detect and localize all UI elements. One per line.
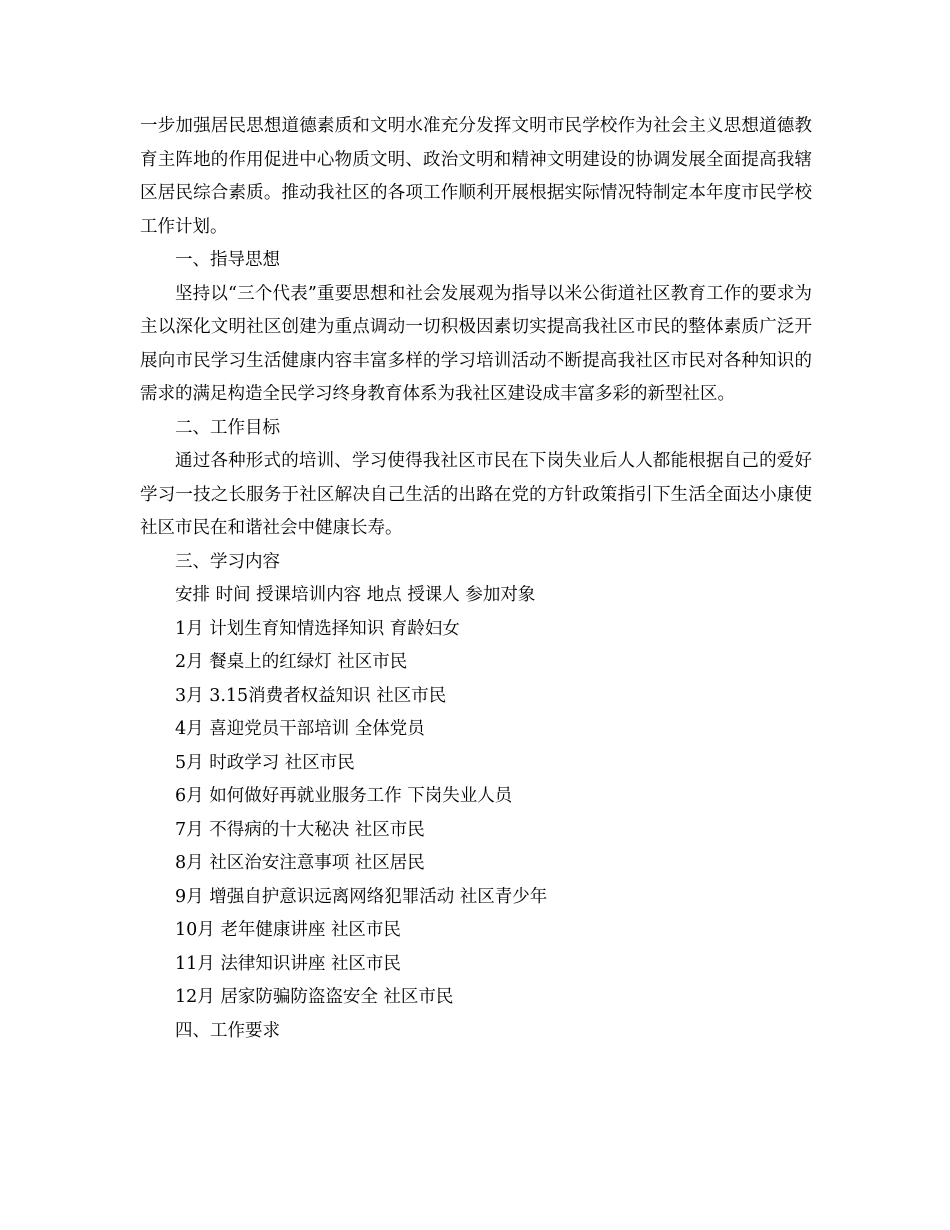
schedule-month: 9月 — [175, 886, 204, 907]
schedule-header-audience: 参加对象 — [465, 585, 536, 605]
schedule-header-instructor: 授课人 — [407, 585, 460, 605]
schedule-month: 2月 — [175, 652, 204, 672]
schedule-row — [140, 713, 812, 747]
schedule-content: 时政学习 — [209, 752, 280, 773]
document-page — [140, 110, 812, 1048]
schedule-row — [140, 780, 812, 814]
schedule-content: 如何做好再就业服务工作 — [209, 786, 402, 806]
schedule-header-location: 地点 — [366, 585, 402, 605]
schedule-audience: 社区市民 — [383, 987, 454, 1007]
schedule-row — [140, 646, 812, 680]
schedule-content: 不得病的十大秘决 — [209, 819, 350, 840]
schedule-header-row — [140, 579, 812, 613]
schedule-month: 7月 — [175, 819, 204, 840]
schedule-month: 5月 — [175, 752, 204, 773]
schedule-audience: 下岗失业人员 — [407, 786, 513, 806]
schedule-audience: 社区市民 — [354, 819, 425, 840]
schedule-row — [140, 613, 812, 647]
schedule-month: 1月 — [175, 618, 204, 639]
schedule-audience: 社区青少年 — [459, 886, 548, 907]
section-heading-work-requirements: 四、工作要求 — [175, 1020, 280, 1041]
schedule-audience: 社区市民 — [376, 685, 447, 706]
schedule-row — [140, 881, 812, 915]
schedule-row — [140, 914, 812, 948]
schedule-content: 喜迎党员干部培训 — [209, 719, 350, 739]
schedule-audience: 社区市民 — [330, 953, 401, 974]
schedule-month: 8月 — [175, 853, 204, 873]
schedule-content: 计划生育知情选择知识 — [209, 618, 385, 639]
schedule-row — [140, 948, 812, 982]
schedule-row — [140, 747, 812, 781]
schedule-content: 居家防骗防盗盗安全 — [220, 987, 378, 1007]
schedule-content: 老年健康讲座 — [220, 920, 326, 940]
schedule-row — [140, 981, 812, 1015]
schedule-header-arrangement: 安排 — [175, 585, 210, 605]
schedule-month: 4月 — [175, 719, 204, 739]
schedule-header-content: 授课培训内容 — [256, 585, 362, 605]
schedule-month: 12月 — [175, 987, 215, 1007]
schedule-audience: 社区市民 — [330, 920, 401, 940]
schedule-audience: 社区市民 — [284, 752, 355, 773]
schedule-audience: 全体党员 — [354, 719, 425, 739]
schedule-header-time: 时间 — [215, 585, 251, 605]
section-heading-guiding-ideology: 一、指导思想 — [175, 250, 280, 270]
schedule-audience: 社区居民 — [354, 853, 425, 873]
schedule-content: 3.15消费者权益知识 — [209, 685, 371, 706]
section-body-guiding-ideology: 坚持以“三个代表”重要思想和社会发展观为指导以米公街道社区教育工作的要求为主以深化文明社区创建为重点调动一切积极因素切实提高我社区市民的整体素质广泛开展向市民学习生活健康内容丰富多样的学习培训活动不断提高我社区市民对各种知识的需求的满足构造全民学习终身教育体系为我社区建设成丰富多彩的新型社区。 — [140, 283, 812, 404]
schedule-content: 增强自护意识远离网络犯罪活动 — [209, 886, 455, 907]
section-heading-work-goals: 二、工作目标 — [175, 417, 280, 438]
schedule-month: 6月 — [175, 786, 204, 806]
schedule-audience: 育龄妇女 — [389, 618, 460, 639]
schedule-month: 10月 — [175, 920, 215, 940]
schedule-content: 社区治安注意事项 — [209, 853, 350, 873]
schedule-row — [140, 814, 812, 848]
schedule-audience: 社区市民 — [337, 652, 408, 672]
intro-paragraph: 一步加强居民思想道德素质和文明水准充分发挥文明市民学校作为社会主义思想道德教育主阵地的作用促进中心物质文明、政治文明和精神文明建设的协调发展全面提高我辖区居民综合素质。推动我社区的各项工作顺利开展根据实际情况特制定本年度市民学校工作计划。 — [140, 116, 812, 237]
schedule-row — [140, 847, 812, 881]
schedule-content: 餐桌上的红绿灯 — [209, 652, 332, 672]
section-heading-study-content: 三、学习内容 — [175, 551, 280, 572]
schedule-row — [140, 680, 812, 714]
schedule-month: 3月 — [175, 685, 204, 706]
schedule-month: 11月 — [175, 953, 215, 974]
schedule-content: 法律知识讲座 — [220, 953, 326, 974]
section-body-work-goals: 通过各种形式的培训、学习使得我社区市民在下岗失业后人人都能根据自己的爱好学习一技之长服务于社区解决自己生活的出路在党的方针政策指引下生活全面达小康使社区市民在和谐社会中健康长寿。 — [140, 451, 812, 538]
